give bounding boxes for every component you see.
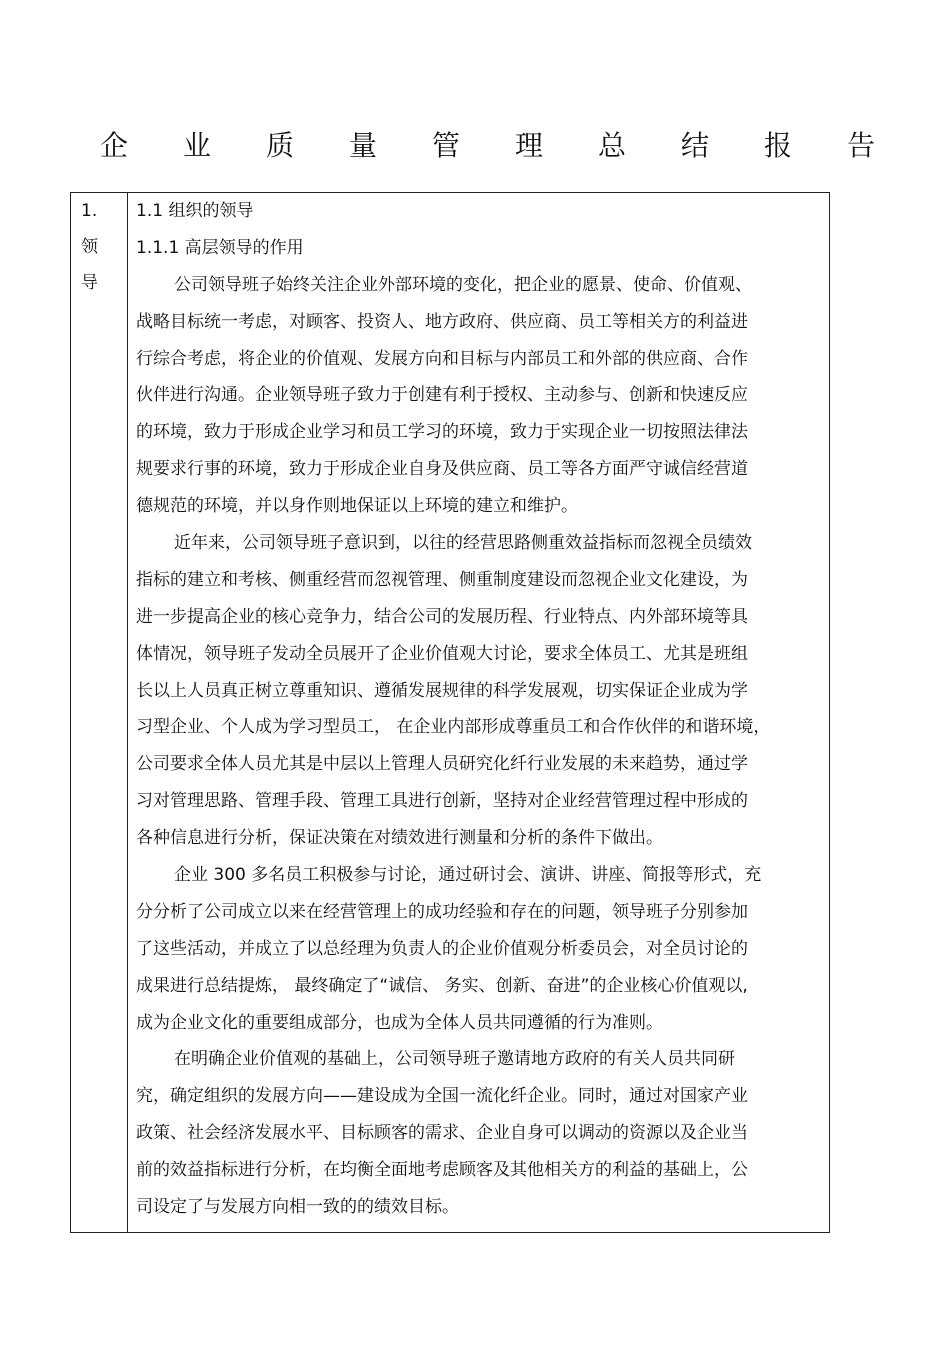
- body-line: 成果进行总结提炼， 最终确定了“诚信、 务实、创新、奋进”的企业核心价值观以,: [136, 975, 748, 996]
- body-line: 进一步提高企业的核心竞争力，结合公司的发展历程、行业特点、内外部环境等具: [136, 606, 748, 627]
- section-label-char: 导: [81, 273, 98, 293]
- body-line: 行综合考虑，将企业的价值观、发展方向和目标与内部员工和外部的供应商、合作: [136, 348, 748, 369]
- body-line: 伙伴进行沟通。企业领导班子致力于创建有利于授权、主动参与、创新和快速反应: [136, 385, 748, 406]
- body-line: 习型企业、个人成为学习型员工， 在企业内部形成尊重员工和合作伙伴的和谐环境，: [136, 717, 771, 738]
- title-char: 管: [432, 129, 461, 162]
- title-char: 结: [681, 129, 710, 162]
- content-table: [70, 192, 830, 1233]
- title-char: 告: [847, 129, 876, 162]
- body-line: 指标的建立和考核、侧重经营而忽视管理、侧重制度建设而忽视企业文化建设，为: [136, 569, 748, 590]
- title-char: 量: [349, 129, 378, 162]
- body-line: 各种信息进行分析，保证决策在对绩效进行测量和分析的条件下做出。: [136, 828, 663, 849]
- section-label-column: [81, 193, 121, 301]
- content-column: [136, 193, 816, 1226]
- body-line: 前的效益指标进行分析，在均衡全面地考虑顾客及其他相关方的利益的基础上，公: [136, 1160, 748, 1181]
- body-line: 政策、社会经济发展水平、目标顾客的需求、企业自身可以调动的资源以及企业当: [136, 1123, 748, 1144]
- title-char: 理: [515, 129, 544, 162]
- body-line: 成为企业文化的重要组成部分，也成为全体人员共同遵循的行为准则。: [136, 1012, 663, 1033]
- title-char: 报: [764, 129, 793, 162]
- subsection-heading: 1.1.1 高层领导的作用: [136, 237, 304, 258]
- column-divider: [127, 193, 128, 1232]
- title-char: 业: [183, 129, 212, 162]
- body-line: 究，确定组织的发展方向——建设成为全国一流化纤企业。同时，通过对国家产业: [136, 1086, 748, 1107]
- section-heading: 1.1 组织的领导: [136, 201, 254, 221]
- body-line: 规要求行事的环境，致力于形成企业自身及供应商、员工等各方面严守诚信经营道: [136, 459, 748, 480]
- body-line: 体情况，领导班子发动全员展开了企业价值观大讨论，要求全体员工、尤其是班组: [136, 643, 748, 664]
- body-line: 司设定了与发展方向相一致的的绩效目标。: [136, 1197, 459, 1218]
- title-char: 总: [598, 129, 627, 162]
- title-char: 质: [266, 129, 295, 162]
- body-line: 公司领导班子始终关注企业外部环境的变化，把企业的愿景、使命、价值观、: [174, 274, 752, 295]
- body-line: 了这些活动，并成立了以总经理为负责人的企业价值观分析委员会，对全员讨论的: [136, 938, 748, 959]
- body-line: 分分析了公司成立以来在经营管理上的成功经验和存在的问题，领导班子分别参加: [136, 901, 748, 922]
- body-line: 习对管理思路、管理手段、管理工具进行创新，坚持对企业经营管理过程中形成的: [136, 791, 748, 812]
- section-label-char: 1.: [81, 201, 98, 221]
- body-line: 战略目标统一考虑，对顾客、投资人、地方政府、供应商、员工等相关方的利益进: [136, 311, 748, 332]
- section-label-char: 领: [81, 237, 98, 257]
- body-line: 在明确企业价值观的基础上，公司领导班子邀请地方政府的有关人员共同研: [174, 1049, 735, 1070]
- body-line: 近年来，公司领导班子意识到，以往的经营思路侧重效益指标而忽视全员绩效: [174, 533, 752, 554]
- body-line: 德规范的环境，并以身作则地保证以上环境的建立和维护。: [136, 496, 578, 517]
- title-char: 企: [100, 129, 129, 162]
- body-line: 公司要求全体人员尤其是中层以上管理人员研究化纤行业发展的未来趋势，通过学: [136, 754, 748, 775]
- body-text: [136, 267, 816, 1226]
- document-title: [0, 124, 950, 168]
- body-line: 长以上人员真正树立尊重知识、遵循发展规律的科学发展观，切实保证企业成为学: [136, 680, 748, 701]
- body-line: 的环境，致力于形成企业学习和员工学习的环境，致力于实现企业一切按照法律法: [136, 422, 748, 443]
- body-line: 企业 300 多名员工积极参与讨论，通过研讨会、演讲、讲座、简报等形式，充: [174, 865, 762, 886]
